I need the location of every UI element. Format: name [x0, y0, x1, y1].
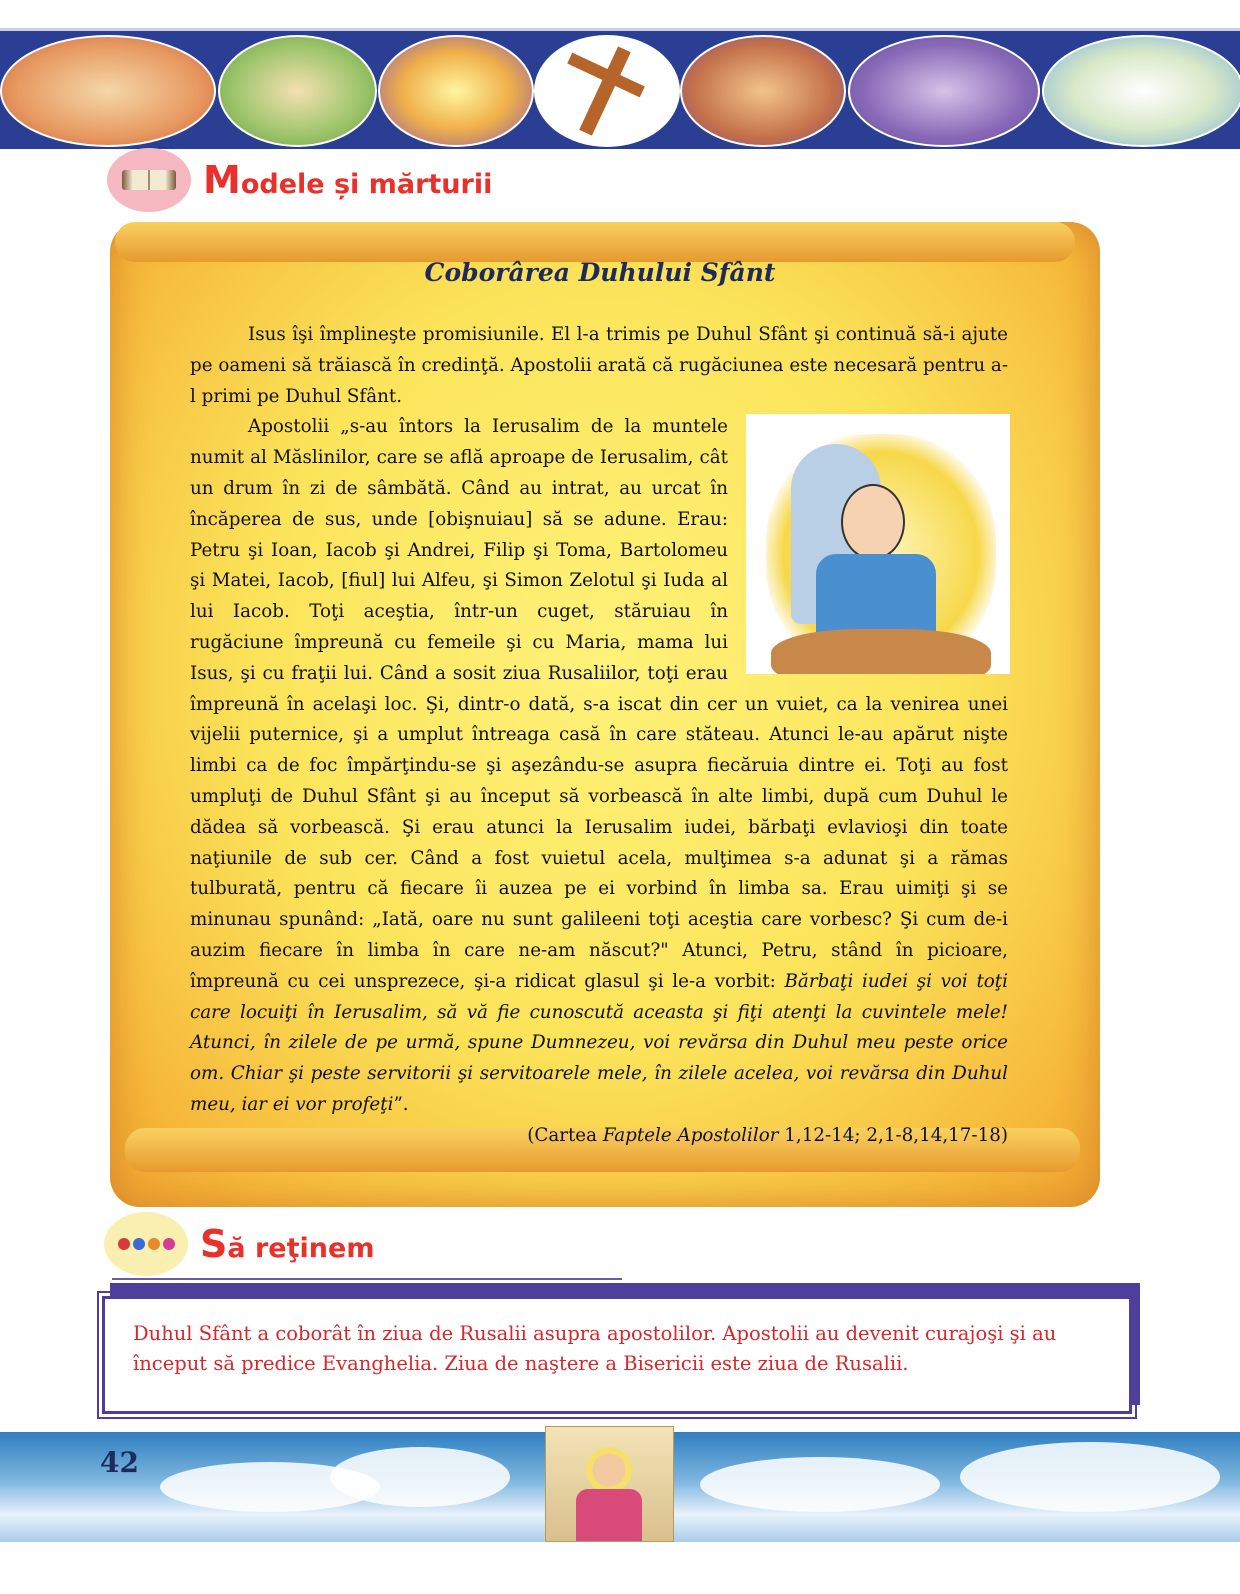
illustration-crowd	[378, 35, 534, 147]
scripture-citation: (Cartea Faptele Apostolilor 1,12-14; 2,1-8,14,17-18)	[527, 1124, 1008, 1146]
summary-text: Duhul Sfânt a coborât în ziua de Rusalii asupra apostolilor. Apostolii au devenit curajoşi şi au început să predice Evanghelia. Ziua de naştere a Bisericii este ziua de Rusalii.	[133, 1322, 1057, 1375]
illustration-jesus-children	[218, 35, 377, 147]
illustration-last-supper	[680, 35, 846, 147]
summary-box	[102, 1296, 1132, 1414]
page-number: 42	[100, 1446, 139, 1479]
illustration-children	[0, 35, 216, 147]
illustration-cross	[534, 35, 680, 147]
open-book-icon	[107, 148, 191, 212]
intro-paragraph: Isus îşi împlineşte promisiunile. El l-a trimis pe Duhul Sfânt şi continuă să-i ajute pe oameni să trăiască în credinţă. Apostolii arată că rugăciunea este necesară pentru a-l primi pe Duhul Sfânt.	[190, 324, 1008, 407]
scroll-roll-top	[115, 222, 1075, 262]
story-body	[190, 320, 1008, 1152]
section-title: Să reţinem	[200, 1222, 375, 1266]
section-heading-remember	[104, 1212, 374, 1276]
divider	[112, 1278, 622, 1280]
header-illustration-banner	[0, 28, 1240, 149]
illustration-disciples	[1042, 35, 1240, 147]
illustration-storm	[848, 35, 1040, 147]
pentecost-illustration	[746, 414, 1010, 674]
scripture-paragraph: Apostolii „s-au întors la Ierusalim de la muntele numit al Măslinilor, care se află aproape de Ierusalim, cât un drum în zi de sâmbătă. Când au intrat, au urcat în încăperea de sus, unde [obişnuiau] să se adune. Erau: Petru şi Ioan, Iacob şi Andrei, Filip şi Toma, Bartolomeu şi Matei, Iacob, [fiul] lui Alfeu, şi Simon Zelotul şi Iuda al lui Iacob. Toţi aceştia, într-un cuget, stăruiau în rugăciune împreună cu femeile şi cu Maria, mama lui Isus, şi cu fraţii lui. Când a sosit ziua Rusaliilor, toţi erau împreună în acelaşi loc. Şi, dintr-o dată, s-a iscat din cer un vuiet, ca la venirea unei vijelii puternice, şi a umplut întreaga casă în care stăteau. Atunci le-au apărut nişte limbi ca de foc împărţindu-se şi aşezându-se asupra fiecăruia dintre ei. Toţi au fost umpluţi de Duhul Sfânt şi au început să vorbească în alte limbi, după cum Duhul le dădea să vorbească. Şi erau atunci la Ierusalim iudei, bărbaţi evlavioşi din toate naţiunile de sub cer. Când a fost vuietul acela, mulţimea s-a adunat şi a rămas tulburată, pentru că fiecare îi auzea pe ei vorbind în limba sa. Erau uimiţi şi se minunau spunând: „Iată, oare nu sunt galileeni toţi aceştia care vorbesc? Şi cum de-i auzim fiecare în limba în care ne-am născut?" Atunci, Petru, stând în picioare, împreună cu cei unsprezece, şi-a ridicat glasul şi le-a vorbit: Bărbaţi iudei şi voi toţi care locuiţi în Ierusalim, să vă fie cunoscută aceasta şi fiţi atenţi la cuvintele mele! Atunci, în zilele de pe urmă, spune Dumnezeu, voi revărsa din Duhul meu peste orice om. Chiar şi peste servitorii şi servitoarele mele, în zilele acelea, voi revărsa din Duhul meu, iar ei vor profeţi”.	[190, 416, 1008, 1115]
colored-dots-icon	[104, 1212, 188, 1276]
section-title: Modele și mărturii	[203, 158, 493, 202]
jesus-illustration	[545, 1426, 674, 1542]
story-title: Coborârea Duhului Sfânt	[424, 258, 776, 287]
section-heading-models	[107, 148, 492, 212]
